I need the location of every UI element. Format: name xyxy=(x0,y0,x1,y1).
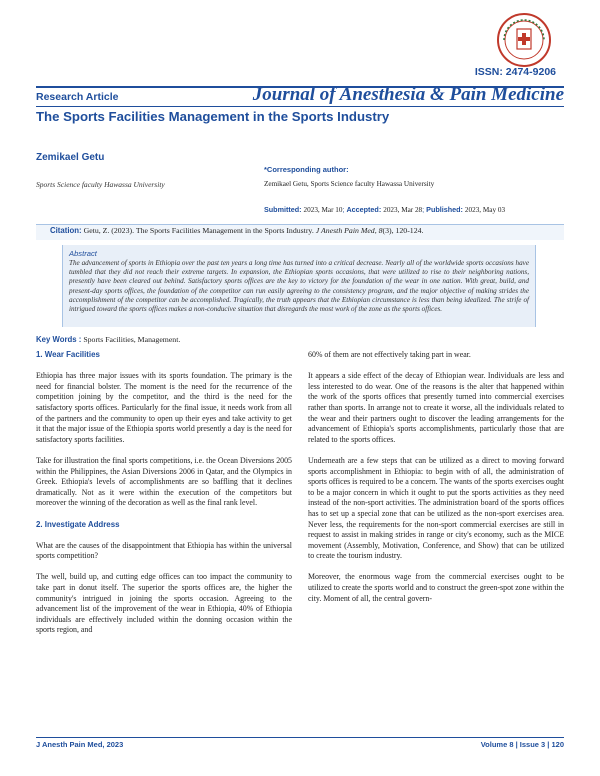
keywords-label: Key Words : xyxy=(36,335,82,344)
corresponding-author-box xyxy=(264,165,564,188)
article-type: Research Article xyxy=(36,91,119,103)
corresponding-label: *Corresponding author: xyxy=(264,165,349,174)
citation-label: Citation: xyxy=(50,226,82,235)
right-column xyxy=(308,350,564,615)
article-title: The Sports Facilities Management in the Sports Industry xyxy=(36,109,390,124)
abstract-text: The advancement of sports in Ethiopia over the past ten years a long time has turned into a critical decrease. Nearly all of the worldwide sports occasions have tumbled that they did not reach their extreme targets. In expansion, the Ethiopian sports occasions, that were utilized to rise to their neighboring nations, presently have been cleared out behind. Satisfactory sports offices are the key to victory for the foundation of the wear in one nation. With great, build, and present-day sports offices, the foundation of the competitor can run easily agreeing to the consistency program, and the major objective of making strides the accomplishment of the competitor can be accomplished. Tragically, the truth appears that the Ethiopian circumstance is less than being idealized. The strife of intrigued toward the sports offices makes a non-conducive situation that disregards the most work of the zone as the sports offices. xyxy=(69,259,529,314)
citation-rest: (3), 120-124. xyxy=(382,226,424,235)
keywords-text: Sports Facilities, Management. xyxy=(83,335,181,344)
submitted-date: 2023, Mar 10 xyxy=(303,206,343,214)
journal-logo xyxy=(496,12,552,68)
left-column xyxy=(36,350,292,647)
paragraph: Take for illustration the final sports competitions, i.e. the Ocean Diversions 2005 within the Philippines, the Asian Diversions 2006 in Qatar, and the Olympics in Greek. Ethiopia's levels of accomplishments are so baffling that it declines dramatically. Not as it were within the execution of the competitors but moreover the winning of the decoration as well as the final rank level. xyxy=(36,455,292,508)
paragraph: It appears a side effect of the decay of Ethiopian wear. Individuals are less and less interested to do wear. One of the reasons is the alter that happened within the work of the sports offices that presently turned into commercial exercises rather than sports. In arrange not to create it worse, all the individuals related to the wear and their partners ought to discover the leading arrangements for the advancement of Ethiopia's sports accomplishments, particularly those that are related to the sports offices. xyxy=(308,371,564,444)
keywords xyxy=(36,335,180,344)
corresponding-text: Zemikael Getu, Sports Science faculty Hawassa University xyxy=(264,180,435,188)
citation-journal: J Anesth Pain Med, xyxy=(315,226,377,235)
header-rule-bottom xyxy=(36,106,564,107)
article-dates: Submitted: 2023, Mar 10; Accepted: 2023, Mar 28; Published: 2023, May 03 xyxy=(264,205,506,214)
author-affiliation: Sports Science faculty Hawassa University xyxy=(36,180,165,189)
abstract-title: Abstract xyxy=(69,249,97,258)
accepted-label: Accepted: xyxy=(346,205,382,214)
section-heading: 2. Investigate Address xyxy=(36,519,120,529)
citation-text: Getu, Z. (2023). The Sports Facilities Management in the Sports Industry. xyxy=(83,226,314,235)
paragraph: Ethiopia has three major issues with its sports foundation. The primary is the need for financial bolster. The moment is the need for the recurrence of the competition joining by the competitor, and the third is the need for the satisfactory sports offices. Particularly for the final issue, it needs work from all of the partners and the community to open up their eyes and take activity to get it that the major issue of the Ethiopia sports world presently a day is the need for satisfactory sports facilities. xyxy=(36,371,292,444)
published-date: 2023, May 03 xyxy=(464,206,506,214)
citation xyxy=(50,226,423,235)
section-heading: 1. Wear Facilities xyxy=(36,350,100,359)
issn: ISSN: 2474-9206 xyxy=(474,66,556,78)
paragraph: What are the causes of the disappointment that Ethiopia has within the universal sports competition? xyxy=(36,540,292,561)
journal-name: Journal of Anesthesia & Pain Medicine xyxy=(252,84,564,105)
footer-page: Volume 8 | Issue 3 | 120 xyxy=(480,740,564,749)
paragraph: 60% of them are not effectively taking part in wear. xyxy=(308,350,471,359)
author-name: Zemikael Getu xyxy=(36,152,105,163)
submitted-label: Submitted: xyxy=(264,205,302,214)
published-label: Published: xyxy=(426,205,463,214)
footer-rule xyxy=(36,737,564,738)
citation-volume: 8 xyxy=(378,226,383,235)
abstract-box xyxy=(62,245,536,327)
footer-journal: J Anesth Pain Med, 2023 xyxy=(36,740,124,749)
paragraph: The well, build up, and cutting edge offices can too impact the community to take part in donut itself. The superior the sports offices are, the higher the community's intrigued in joining the sports occasion. Agreeing to the advancement list of the improvement of the wear in Ethiopia, 40% of Ethiopia individuals are effectively included within the donning occasion within the sports region, and xyxy=(36,572,292,635)
journal-seal-icon xyxy=(496,12,552,68)
paragraph: Underneath are a few steps that can be utilized as a direct to moving forward sports accomplishment in Ethiopia: to begin with of all, the administration of sports offices is required to be a concern. The wants of the sports exercises ought to be a major concern in which it ought to put the sports activities as they need instead of the non-sport activities. The administration board of the sports offices has to set up a special zone that can be utilized as the non-sport exercises area. Never less, the requirements for the non-sport commercial exercises are still in request to assist in making strides in range or city's economy, such as the MICE movement (Assembly, Motivation, Conference, and Show) that can be utilized to create the tourism industry. xyxy=(308,455,564,561)
paragraph: Moreover, the enormous wage from the commercial exercises ought to be utilized to create the sports world and to construct the green-spot zone within the city. Moment of all, the central govern- xyxy=(308,572,564,603)
accepted-date: 2023, Mar 28 xyxy=(383,206,423,214)
